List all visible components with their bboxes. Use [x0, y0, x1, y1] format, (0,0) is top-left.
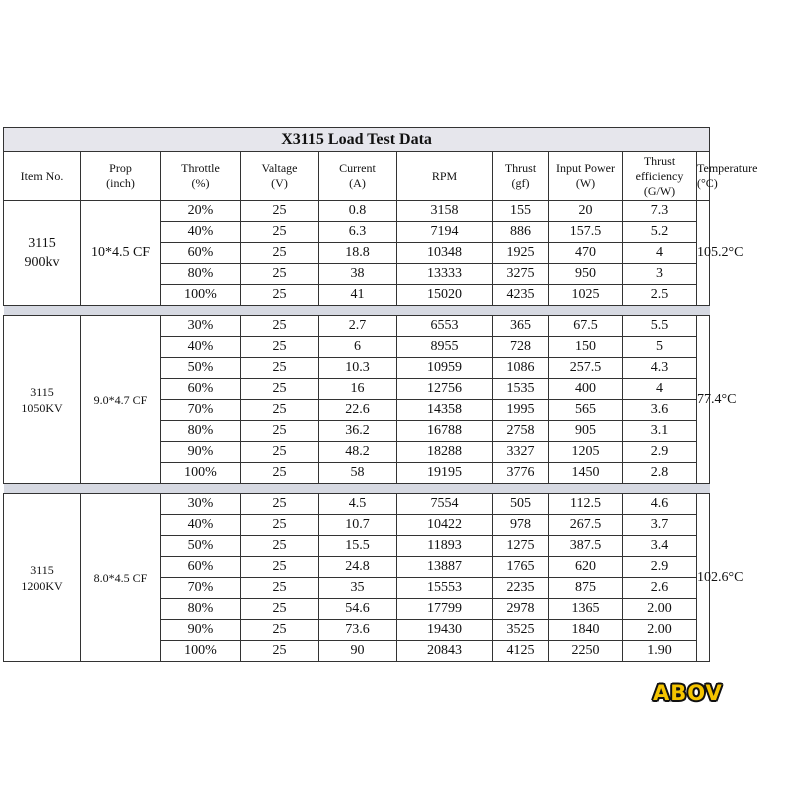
thrust-cell: 2235: [493, 578, 549, 599]
header-throttle: [161, 152, 241, 201]
power-cell: 1840: [549, 620, 623, 641]
efficiency-cell: 5: [623, 337, 697, 358]
thrust-cell: 1535: [493, 379, 549, 400]
item-number-cell: [4, 316, 81, 484]
table-row: [4, 494, 710, 515]
efficiency-cell: 3: [623, 264, 697, 285]
item-number-line: 3115: [28, 236, 56, 251]
item-number-line: 900kv: [24, 255, 60, 270]
throttle-cell: 100%: [161, 641, 241, 662]
power-cell: 1205: [549, 442, 623, 463]
current-cell: 2.7: [319, 316, 397, 337]
current-cell: 41: [319, 285, 397, 306]
voltage-cell: 25: [241, 358, 319, 379]
throttle-cell: 100%: [161, 285, 241, 306]
throttle-cell: 80%: [161, 421, 241, 442]
efficiency-cell: 4: [623, 243, 697, 264]
current-cell: 18.8: [319, 243, 397, 264]
temperature-cell: 105.2°C: [697, 201, 710, 306]
group-separator: [4, 484, 710, 494]
voltage-cell: 25: [241, 557, 319, 578]
rpm-cell: 13887: [397, 557, 493, 578]
efficiency-cell: 4.3: [623, 358, 697, 379]
thrust-cell: 1925: [493, 243, 549, 264]
rpm-cell: 13333: [397, 264, 493, 285]
header-voltage-unit: (V): [271, 176, 288, 190]
throttle-cell: 70%: [161, 578, 241, 599]
header-efficiency-unit: (G/W): [643, 183, 676, 198]
header-power-line: Input Power: [556, 161, 615, 175]
header-voltage-line: Valtage: [261, 161, 298, 175]
power-cell: 157.5: [549, 222, 623, 243]
thrust-cell: 3525: [493, 620, 549, 641]
power-cell: 20: [549, 201, 623, 222]
voltage-cell: 25: [241, 641, 319, 662]
voltage-cell: 25: [241, 285, 319, 306]
current-cell: 16: [319, 379, 397, 400]
current-cell: 24.8: [319, 557, 397, 578]
thrust-cell: 1275: [493, 536, 549, 557]
throttle-cell: 40%: [161, 515, 241, 536]
header-current-line: Current: [339, 161, 376, 175]
power-cell: 257.5: [549, 358, 623, 379]
throttle-cell: 40%: [161, 337, 241, 358]
throttle-cell: 30%: [161, 316, 241, 337]
header-row: [4, 152, 710, 201]
rpm-cell: 7194: [397, 222, 493, 243]
header-thrust-unit: (gf): [511, 176, 530, 190]
efficiency-cell: 5.5: [623, 316, 697, 337]
rpm-cell: 7554: [397, 494, 493, 515]
efficiency-cell: 2.00: [623, 620, 697, 641]
separator-band: [4, 306, 710, 316]
current-cell: 54.6: [319, 599, 397, 620]
efficiency-cell: 2.8: [623, 463, 697, 484]
header-power-unit: (W): [575, 176, 596, 190]
current-cell: 10.7: [319, 515, 397, 536]
thrust-cell: 978: [493, 515, 549, 536]
rpm-cell: 15553: [397, 578, 493, 599]
efficiency-cell: 5.2: [623, 222, 697, 243]
header-power: [549, 152, 623, 201]
table-title: X3115 Load Test Data: [4, 128, 710, 152]
item-number-cell: [4, 494, 81, 662]
header-efficiency-line1: Thrust: [643, 153, 676, 168]
current-cell: 6.3: [319, 222, 397, 243]
header-thrust-line: Thrust: [504, 161, 537, 175]
power-cell: 67.5: [549, 316, 623, 337]
voltage-cell: 25: [241, 463, 319, 484]
voltage-cell: 25: [241, 379, 319, 400]
current-cell: 35: [319, 578, 397, 599]
power-cell: 400: [549, 379, 623, 400]
throttle-cell: 20%: [161, 201, 241, 222]
thrust-cell: 1995: [493, 400, 549, 421]
efficiency-cell: 2.9: [623, 442, 697, 463]
power-cell: 620: [549, 557, 623, 578]
thrust-cell: 155: [493, 201, 549, 222]
separator-band: [4, 484, 710, 494]
table-row: [4, 201, 710, 222]
efficiency-cell: 4.6: [623, 494, 697, 515]
header-temperature-line: Temperature: [697, 161, 758, 175]
header-prop: [81, 152, 161, 201]
throttle-cell: 90%: [161, 442, 241, 463]
power-cell: 112.5: [549, 494, 623, 515]
header-voltage: [241, 152, 319, 201]
efficiency-cell: 3.4: [623, 536, 697, 557]
table-row: [4, 316, 710, 337]
temperature-cell: 102.6°C: [697, 494, 710, 662]
throttle-cell: 60%: [161, 379, 241, 400]
current-cell: 22.6: [319, 400, 397, 421]
current-cell: 58: [319, 463, 397, 484]
throttle-cell: 50%: [161, 358, 241, 379]
item-number-cell: [4, 201, 81, 306]
thrust-cell: 1765: [493, 557, 549, 578]
rpm-cell: 14358: [397, 400, 493, 421]
voltage-cell: 25: [241, 264, 319, 285]
power-cell: 267.5: [549, 515, 623, 536]
header-temperature-unit: (°C): [697, 176, 718, 190]
abov-logo: ABOV: [653, 681, 723, 705]
rpm-cell: 11893: [397, 536, 493, 557]
current-cell: 36.2: [319, 421, 397, 442]
thrust-cell: 728: [493, 337, 549, 358]
prop-cell: 10*4.5 CF: [81, 201, 161, 306]
thrust-cell: 4125: [493, 641, 549, 662]
efficiency-cell: 2.00: [623, 599, 697, 620]
power-cell: 2250: [549, 641, 623, 662]
thrust-cell: 505: [493, 494, 549, 515]
rpm-cell: 20843: [397, 641, 493, 662]
voltage-cell: 25: [241, 421, 319, 442]
thrust-cell: 4235: [493, 285, 549, 306]
rpm-cell: 17799: [397, 599, 493, 620]
voltage-cell: 25: [241, 620, 319, 641]
throttle-cell: 80%: [161, 264, 241, 285]
throttle-cell: 60%: [161, 243, 241, 264]
header-throttle-line: Throttle: [181, 161, 220, 175]
voltage-cell: 25: [241, 599, 319, 620]
header-rpm-line: RPM: [431, 168, 458, 183]
temperature-cell: 77.4°C: [697, 316, 710, 484]
rpm-cell: 18288: [397, 442, 493, 463]
efficiency-cell: 4: [623, 379, 697, 400]
voltage-cell: 25: [241, 494, 319, 515]
header-throttle-unit: (%): [191, 176, 210, 190]
group-separator: [4, 306, 710, 316]
header-efficiency-line2: efficiency: [635, 168, 684, 183]
throttle-cell: 50%: [161, 536, 241, 557]
power-cell: 1450: [549, 463, 623, 484]
power-cell: 905: [549, 421, 623, 442]
thrust-cell: 3327: [493, 442, 549, 463]
load-test-sheet: [3, 127, 758, 662]
header-item-line: Item No.: [20, 168, 64, 183]
header-efficiency: [623, 152, 697, 201]
voltage-cell: 25: [241, 201, 319, 222]
power-cell: 150: [549, 337, 623, 358]
rpm-cell: 6553: [397, 316, 493, 337]
header-current-unit: (A): [349, 176, 366, 190]
rpm-cell: 19430: [397, 620, 493, 641]
header-thrust: [493, 152, 549, 201]
voltage-cell: 25: [241, 243, 319, 264]
header-item: [4, 152, 81, 201]
header-rpm: [397, 152, 493, 201]
voltage-cell: 25: [241, 442, 319, 463]
prop-cell: 9.0*4.7 CF: [81, 316, 161, 484]
voltage-cell: 25: [241, 400, 319, 421]
power-cell: 1025: [549, 285, 623, 306]
voltage-cell: 25: [241, 222, 319, 243]
rpm-cell: 10348: [397, 243, 493, 264]
efficiency-cell: 1.90: [623, 641, 697, 662]
header-temperature: [697, 152, 758, 201]
efficiency-cell: 2.9: [623, 557, 697, 578]
power-cell: 387.5: [549, 536, 623, 557]
thrust-cell: 365: [493, 316, 549, 337]
item-number-line: 3115: [30, 562, 54, 577]
efficiency-cell: 2.6: [623, 578, 697, 599]
current-cell: 10.3: [319, 358, 397, 379]
power-cell: 875: [549, 578, 623, 599]
load-test-table: [3, 127, 758, 662]
rpm-cell: 3158: [397, 201, 493, 222]
header-prop-unit: (inch): [106, 176, 135, 190]
item-number-line: 1050KV: [21, 400, 63, 415]
rpm-cell: 12756: [397, 379, 493, 400]
power-cell: 470: [549, 243, 623, 264]
power-cell: 950: [549, 264, 623, 285]
efficiency-cell: 3.7: [623, 515, 697, 536]
efficiency-cell: 7.3: [623, 201, 697, 222]
efficiency-cell: 2.5: [623, 285, 697, 306]
current-cell: 38: [319, 264, 397, 285]
rpm-cell: 10422: [397, 515, 493, 536]
thrust-cell: 886: [493, 222, 549, 243]
thrust-cell: 1086: [493, 358, 549, 379]
current-cell: 48.2: [319, 442, 397, 463]
item-number-line: 1200KV: [21, 578, 63, 593]
current-cell: 4.5: [319, 494, 397, 515]
power-cell: 1365: [549, 599, 623, 620]
current-cell: 90: [319, 641, 397, 662]
throttle-cell: 60%: [161, 557, 241, 578]
throttle-cell: 70%: [161, 400, 241, 421]
thrust-cell: 3776: [493, 463, 549, 484]
rpm-cell: 8955: [397, 337, 493, 358]
voltage-cell: 25: [241, 515, 319, 536]
item-number-line: 3115: [30, 384, 54, 399]
voltage-cell: 25: [241, 337, 319, 358]
voltage-cell: 25: [241, 578, 319, 599]
header-current: [319, 152, 397, 201]
rpm-cell: 10959: [397, 358, 493, 379]
rpm-cell: 15020: [397, 285, 493, 306]
current-cell: 15.5: [319, 536, 397, 557]
rpm-cell: 16788: [397, 421, 493, 442]
current-cell: 0.8: [319, 201, 397, 222]
current-cell: 73.6: [319, 620, 397, 641]
efficiency-cell: 3.1: [623, 421, 697, 442]
thrust-cell: 2978: [493, 599, 549, 620]
voltage-cell: 25: [241, 316, 319, 337]
title-row: [4, 128, 710, 152]
throttle-cell: 100%: [161, 463, 241, 484]
throttle-cell: 90%: [161, 620, 241, 641]
prop-cell: 8.0*4.5 CF: [81, 494, 161, 662]
throttle-cell: 30%: [161, 494, 241, 515]
rpm-cell: 19195: [397, 463, 493, 484]
throttle-cell: 80%: [161, 599, 241, 620]
header-prop-line: Prop: [109, 161, 132, 175]
efficiency-cell: 3.6: [623, 400, 697, 421]
power-cell: 565: [549, 400, 623, 421]
throttle-cell: 40%: [161, 222, 241, 243]
voltage-cell: 25: [241, 536, 319, 557]
thrust-cell: 2758: [493, 421, 549, 442]
thrust-cell: 3275: [493, 264, 549, 285]
current-cell: 6: [319, 337, 397, 358]
